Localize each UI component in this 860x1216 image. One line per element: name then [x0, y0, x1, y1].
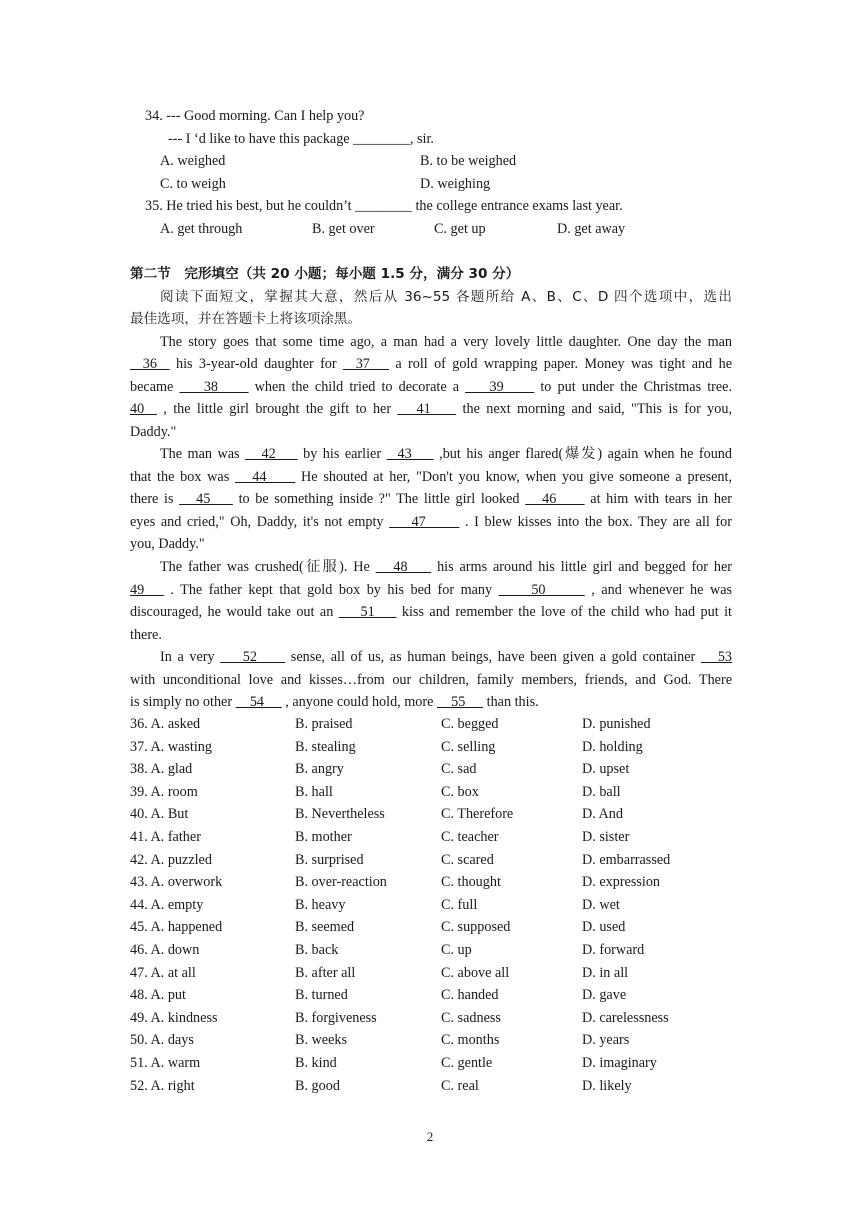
choice-row [130, 781, 732, 804]
choice-option-c: C. supposed [441, 919, 511, 936]
choice-option-a: 41. A. father [130, 828, 201, 845]
choice-row [130, 894, 732, 917]
choice-option-a: 50. A. days [130, 1032, 194, 1049]
question-35-options [0, 218, 860, 241]
choice-row [130, 962, 732, 985]
choice-option-b: B. over-reaction [295, 874, 387, 891]
passage-line: discouraged, he would take out an 51 kiss and remember the love of the child who had put it [130, 604, 733, 620]
choice-option-b: B. turned [295, 987, 348, 1004]
choice-option-a: 51. A. warm [130, 1054, 201, 1071]
choice-option-c: C. scared [441, 851, 494, 868]
choice-option-c: C. handed [441, 987, 499, 1004]
choice-option-c: C. above all [441, 964, 510, 981]
choice-option-c: C. gentle [441, 1054, 493, 1071]
choice-option-d: D. gave [582, 987, 627, 1004]
choice-option-c: C. thought [441, 874, 501, 891]
choice-option-b: B. hall [295, 783, 333, 800]
choice-option-b: B. Nevertheless [295, 806, 385, 823]
choice-option-b: B. after all [295, 964, 356, 981]
choice-option-d: D. expression [582, 874, 661, 891]
blank-45: 45 [179, 491, 233, 507]
choice-option-c: C. months [441, 1032, 500, 1049]
choice-option-c: C. box [441, 783, 479, 800]
choice-option-c: C. begged [441, 716, 499, 732]
choice-option-a: 40. A. But [130, 806, 189, 823]
choice-option-d: D. carelessness [582, 1009, 669, 1026]
choice-row [130, 826, 732, 849]
choice-option-b: B. stealing [295, 738, 356, 755]
choice-option-b: B. mother [295, 828, 352, 845]
choice-row [130, 713, 732, 736]
choice-option-a: 49. A. kindness [130, 1009, 218, 1026]
choice-option-d: D. sister [582, 828, 630, 845]
option-d: D. get away [557, 221, 626, 237]
choice-option-b: B. kind [295, 1054, 337, 1071]
choice-row [130, 1007, 732, 1030]
passage-line: eyes and cried," Oh, Daddy, it's not empty 47 . I blew kisses into the box. They are all for [130, 514, 732, 530]
choice-option-a: 37. A. wasting [130, 738, 212, 755]
choice-option-d: D. holding [582, 738, 643, 755]
choice-option-d: D. likely [582, 1077, 632, 1094]
choice-row [130, 1029, 732, 1052]
passage-line: 49 . The father kept that gold box by his bed for many 50 , and whenever he was [130, 582, 733, 598]
passage-line: Daddy." [130, 424, 177, 440]
choice-option-b: B. angry [295, 761, 344, 778]
choice-option-b: B. weeks [295, 1032, 348, 1049]
choice-option-b: B. good [295, 1077, 340, 1094]
choice-option-b: B. praised [295, 716, 353, 732]
choice-option-a: 44. A. empty [130, 896, 204, 913]
choice-option-c: C. up [441, 941, 472, 958]
choice-option-c: C. full [441, 896, 478, 913]
section-instructions-line1: 阅读下面短文，掌握其大意，然后从 36~55 各题所给 A、B、C、D 四个选项中，选出 [160, 289, 732, 305]
choice-row [130, 939, 732, 962]
choice-option-d: D. upset [582, 761, 630, 778]
choice-option-d: D. ball [582, 783, 621, 800]
choice-row [130, 758, 732, 781]
option-a: A. get through [160, 221, 243, 237]
passage-line: The story goes that some time ago, a man had a very lovely little daughter. One day the man [160, 334, 732, 350]
choice-option-c: C. teacher [441, 828, 499, 845]
question-34-options-row1 [0, 150, 860, 173]
passage-line: The man was 42 by his earlier 43 ,but his anger flared(爆发) again when he found [160, 446, 732, 462]
blank-55: 55 [436, 694, 484, 710]
section-instructions-line2: 最佳选项，并在答题卡上将该项涂黑。 [130, 311, 362, 327]
option-b: B. get over [312, 221, 375, 237]
choice-option-a: 47. A. at all [130, 964, 196, 981]
choice-option-d: D. years [582, 1032, 630, 1049]
choice-row [130, 1075, 732, 1098]
choice-option-a: 36. A. asked [130, 716, 201, 732]
choice-option-c: C. selling [441, 738, 496, 755]
passage-line: there. [130, 627, 162, 643]
choice-row [130, 803, 732, 826]
choice-option-a: 48. A. put [130, 987, 186, 1004]
choice-row [130, 984, 732, 1007]
choice-row [130, 1052, 732, 1075]
choice-option-a: 45. A. happened [130, 919, 223, 936]
choice-option-b: B. back [295, 941, 339, 958]
choices-list [130, 713, 732, 1097]
choice-option-d: D. in all [582, 964, 629, 981]
blank-43: 43 [386, 446, 434, 462]
section-title: 第二节 完形填空（共 20 小题；每小题 1.5 分，满分 30 分） [130, 266, 520, 282]
blank-46: 46 [525, 491, 585, 507]
passage-line: became 38 when the child tried to decorate a 39 to put under the Christmas tree. [130, 379, 733, 395]
question-35-stem: 35. He tried his best, but he couldn’t ________ the college entrance exams last year. [145, 198, 623, 214]
question-34-stem: 34. --- Good morning. Can I help you? [145, 108, 365, 124]
option-a: A. weighed [160, 153, 226, 169]
blank-40: 40 [130, 401, 157, 417]
page-number: 2 [426, 1129, 434, 1144]
choice-option-a: 39. A. room [130, 783, 198, 800]
choice-option-c: C. sadness [441, 1009, 501, 1026]
blank-39: 39 [465, 379, 535, 395]
choice-option-a: 42. A. puzzled [130, 851, 212, 868]
choice-option-a: 38. A. glad [130, 761, 193, 778]
blank-47: 47 [389, 514, 460, 530]
passage-line: The father was crushed(征服). He 48 his arms around his little girl and begged for her [160, 559, 732, 575]
choice-option-a: 52. A. right [130, 1077, 195, 1094]
choice-option-b: B. surprised [295, 851, 364, 868]
choice-option-d: D. forward [582, 941, 645, 958]
choice-option-c: C. sad [441, 761, 477, 778]
choice-row [130, 871, 732, 894]
blank-53: 53 [700, 649, 733, 665]
choice-option-c: C. Therefore [441, 806, 514, 823]
choice-option-b: B. heavy [295, 896, 346, 913]
choice-row [130, 849, 732, 872]
choice-option-d: D. used [582, 919, 626, 936]
choice-option-a: 43. A. overwork [130, 874, 223, 891]
choice-option-d: D. imaginary [582, 1054, 657, 1071]
passage-line: you, Daddy." [130, 536, 205, 552]
blank-38: 38 [179, 379, 249, 395]
passage-line: there is 45 to be something inside ?" The little girl looked 46 at him with tears in her [130, 491, 733, 507]
blank-54: 54 [235, 694, 282, 710]
choice-option-c: C. real [441, 1077, 479, 1094]
option-b: B. to be weighed [420, 153, 517, 169]
passage-line: is simply no other 54 , anyone could hold, more 55 than this. [130, 694, 539, 710]
choice-option-d: D. wet [582, 896, 620, 913]
question-34-dialogue: --- I ‘d like to have this package ________, sir. [168, 131, 434, 147]
blank-48: 48 [375, 559, 432, 575]
blank-49: 49 [130, 582, 164, 598]
choice-option-b: B. forgiveness [295, 1009, 377, 1026]
blank-51: 51 [338, 604, 397, 620]
blank-44: 44 [235, 469, 296, 485]
blank-52: 52 [220, 649, 286, 665]
blank-37: 37 [342, 356, 389, 372]
blank-50: 50 [498, 582, 585, 598]
passage-line: In a very 52 sense, all of us, as human beings, have been given a gold container 53 [160, 649, 733, 665]
option-c: C. get up [434, 221, 486, 237]
choice-row [130, 916, 732, 939]
passage-line: that the box was 44 He shouted at her, "Don't you know, when you give someone a present, [130, 469, 733, 485]
blank-41: 41 [397, 401, 457, 417]
blank-42: 42 [245, 446, 298, 462]
passage-line: 40 , the little girl brought the gift to her 41 the next morning and said, "This is for you, [130, 401, 732, 417]
choice-option-d: D. embarrassed [582, 851, 671, 868]
question-34-options-row2 [0, 173, 860, 196]
option-d: D. weighing [420, 176, 491, 192]
choice-option-d: D. And [582, 806, 623, 823]
choice-row [130, 736, 732, 759]
passage-line: with unconditional love and kisses…from our children, family members, friends, and God. There [130, 672, 732, 688]
blank-36: 36 [130, 356, 170, 372]
choice-option-b: B. seemed [295, 919, 355, 936]
passage-line: 36 his 3-year-old daughter for 37 a roll of gold wrapping paper. Money was tight and he [130, 356, 732, 372]
option-c: C. to weigh [160, 176, 226, 192]
choice-option-d: D. punished [582, 716, 651, 732]
choice-option-a: 46. A. down [130, 941, 200, 958]
